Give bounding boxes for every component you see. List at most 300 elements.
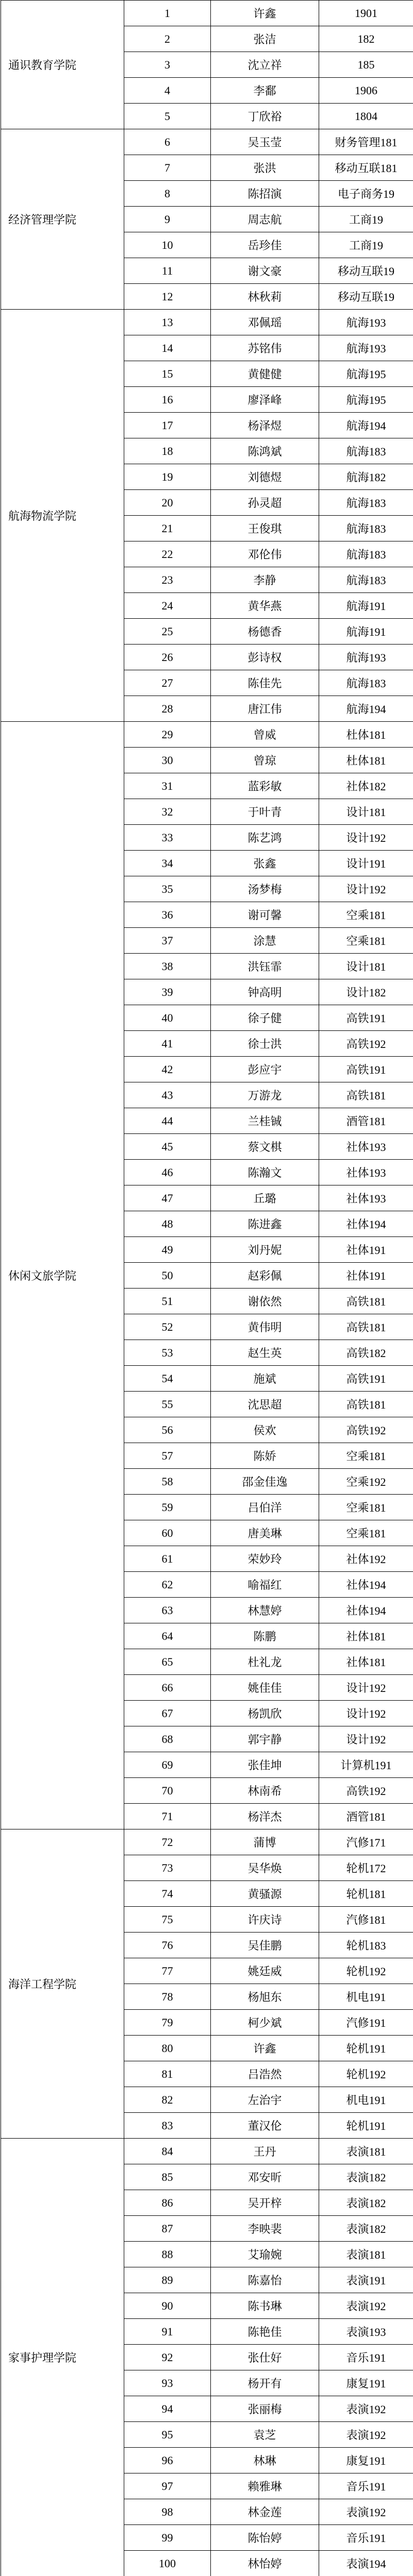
- row-number-cell: 91: [124, 2319, 211, 2345]
- class-name-cell: 社体181: [319, 1649, 413, 1675]
- student-name-cell: 陈艳佳: [211, 2319, 319, 2345]
- class-name-cell: 轮机192: [319, 1958, 413, 1984]
- class-name-cell: 机电191: [319, 2087, 413, 2113]
- row-number-cell: 13: [124, 310, 211, 335]
- class-name-cell: 航海193: [319, 310, 413, 335]
- class-name-cell: 移动互联19: [319, 284, 413, 310]
- class-name-cell: 高铁181: [319, 1289, 413, 1314]
- class-name-cell: 财务管理181: [319, 129, 413, 155]
- row-number-cell: 66: [124, 1675, 211, 1701]
- row-number-cell: 61: [124, 1546, 211, 1572]
- class-name-cell: 高铁192: [319, 1417, 413, 1443]
- student-name-cell: 张仕好: [211, 2345, 319, 2370]
- row-number-cell: 75: [124, 1907, 211, 1933]
- class-name-cell: 设计192: [319, 825, 413, 851]
- student-name-cell: 廖泽峰: [211, 387, 319, 413]
- student-name-cell: 张佳坤: [211, 1752, 319, 1778]
- class-name-cell: 航海183: [319, 438, 413, 464]
- student-name-cell: 李静: [211, 567, 319, 593]
- row-number-cell: 20: [124, 490, 211, 516]
- class-name-cell: 表演192: [319, 2499, 413, 2525]
- student-name-cell: 汤梦梅: [211, 876, 319, 902]
- student-name-cell: 杨泽煜: [211, 413, 319, 438]
- student-name-cell: 于叶青: [211, 799, 319, 825]
- student-name-cell: 姚佳佳: [211, 1675, 319, 1701]
- student-name-cell: 林金莲: [211, 2499, 319, 2525]
- row-number-cell: 94: [124, 2396, 211, 2422]
- row-number-cell: 81: [124, 2061, 211, 2087]
- student-name-cell: 张洪: [211, 155, 319, 181]
- student-name-cell: 赵彩佩: [211, 1263, 319, 1289]
- row-number-cell: 31: [124, 773, 211, 799]
- row-number-cell: 86: [124, 2190, 211, 2216]
- class-name-cell: 高铁192: [319, 1778, 413, 1804]
- class-name-cell: 高铁181: [319, 1082, 413, 1108]
- row-number-cell: 45: [124, 1134, 211, 1160]
- class-name-cell: 航海191: [319, 619, 413, 645]
- class-name-cell: 社体182: [319, 773, 413, 799]
- row-number-cell: 35: [124, 876, 211, 902]
- class-name-cell: 社体193: [319, 1160, 413, 1185]
- row-number-cell: 46: [124, 1160, 211, 1185]
- class-name-cell: 表演182: [319, 2190, 413, 2216]
- student-name-cell: 侯欢: [211, 1417, 319, 1443]
- table-row: [1, 1, 413, 26]
- class-name-cell: 高铁181: [319, 1392, 413, 1417]
- row-number-cell: 8: [124, 181, 211, 207]
- student-name-cell: 唐江伟: [211, 696, 319, 722]
- student-name-cell: 沈思超: [211, 1392, 319, 1417]
- class-name-cell: 工商19: [319, 232, 413, 258]
- student-name-cell: 陈鸿斌: [211, 438, 319, 464]
- student-name-cell: 左治宇: [211, 2087, 319, 2113]
- row-number-cell: 34: [124, 851, 211, 876]
- student-name-cell: 黄伟明: [211, 1314, 319, 1340]
- class-name-cell: 空乘181: [319, 902, 413, 928]
- class-name-cell: 汽修181: [319, 1907, 413, 1933]
- student-name-cell: 陈瀚文: [211, 1160, 319, 1185]
- class-name-cell: 移动互联19: [319, 258, 413, 284]
- row-number-cell: 95: [124, 2422, 211, 2448]
- row-number-cell: 40: [124, 1005, 211, 1031]
- student-name-cell: 林慧婷: [211, 1598, 319, 1623]
- student-name-cell: 陈嘉怡: [211, 2267, 319, 2293]
- student-name-cell: 李映裴: [211, 2216, 319, 2242]
- class-name-cell: 表演182: [319, 2216, 413, 2242]
- student-name-cell: 蒲博: [211, 1829, 319, 1855]
- row-number-cell: 11: [124, 258, 211, 284]
- student-name-cell: 万游龙: [211, 1082, 319, 1108]
- row-number-cell: 83: [124, 2113, 211, 2139]
- class-name-cell: 表演182: [319, 2164, 413, 2190]
- class-name-cell: 康复191: [319, 2448, 413, 2473]
- class-name-cell: 航海183: [319, 670, 413, 696]
- row-number-cell: 74: [124, 1881, 211, 1907]
- row-number-cell: 3: [124, 52, 211, 78]
- student-name-cell: 丘璐: [211, 1185, 319, 1211]
- school-name-cell: 海洋工程学院: [1, 1829, 124, 2139]
- student-name-cell: 吕浩然: [211, 2061, 319, 2087]
- class-name-cell: 社体194: [319, 1211, 413, 1237]
- class-name-cell: 1901: [319, 1, 413, 26]
- row-number-cell: 82: [124, 2087, 211, 2113]
- row-number-cell: 48: [124, 1211, 211, 1237]
- student-name-cell: 杨凯欣: [211, 1701, 319, 1726]
- class-name-cell: 航海191: [319, 593, 413, 619]
- student-name-cell: 吕伯洋: [211, 1495, 319, 1520]
- class-name-cell: 航海182: [319, 464, 413, 490]
- row-number-cell: 25: [124, 619, 211, 645]
- row-number-cell: 52: [124, 1314, 211, 1340]
- row-number-cell: 44: [124, 1108, 211, 1134]
- row-number-cell: 23: [124, 567, 211, 593]
- class-name-cell: 航海183: [319, 490, 413, 516]
- student-name-cell: 林秋莉: [211, 284, 319, 310]
- student-name-cell: 林怡婷: [211, 2551, 319, 2576]
- row-number-cell: 71: [124, 1804, 211, 1829]
- row-number-cell: 53: [124, 1340, 211, 1366]
- student-name-cell: 杨开有: [211, 2370, 319, 2396]
- student-name-cell: 柯少斌: [211, 2010, 319, 2036]
- student-name-cell: 杨德香: [211, 619, 319, 645]
- class-name-cell: 设计192: [319, 1701, 413, 1726]
- student-name-cell: 施斌: [211, 1366, 319, 1392]
- student-name-cell: 洪钰霏: [211, 954, 319, 979]
- row-number-cell: 22: [124, 541, 211, 567]
- student-name-cell: 赖雅琳: [211, 2473, 319, 2499]
- row-number-cell: 41: [124, 1031, 211, 1057]
- student-name-cell: 周志航: [211, 207, 319, 232]
- class-name-cell: 表演193: [319, 2319, 413, 2345]
- student-name-cell: 黄健健: [211, 361, 319, 387]
- row-number-cell: 63: [124, 1598, 211, 1623]
- class-name-cell: 设计192: [319, 1675, 413, 1701]
- student-name-cell: 苏铭伟: [211, 335, 319, 361]
- class-name-cell: 酒管181: [319, 1108, 413, 1134]
- student-name-cell: 钟高明: [211, 979, 319, 1005]
- row-number-cell: 29: [124, 722, 211, 748]
- row-number-cell: 89: [124, 2267, 211, 2293]
- class-name-cell: 航海194: [319, 696, 413, 722]
- row-number-cell: 19: [124, 464, 211, 490]
- student-name-cell: 邓佩瑶: [211, 310, 319, 335]
- row-number-cell: 56: [124, 1417, 211, 1443]
- class-name-cell: 设计182: [319, 979, 413, 1005]
- student-name-cell: 张鑫: [211, 851, 319, 876]
- row-number-cell: 78: [124, 1984, 211, 2010]
- row-number-cell: 69: [124, 1752, 211, 1778]
- row-number-cell: 79: [124, 2010, 211, 2036]
- school-name-cell: 休闲文旅学院: [1, 722, 124, 1829]
- row-number-cell: 28: [124, 696, 211, 722]
- class-name-cell: 空乘192: [319, 1469, 413, 1495]
- row-number-cell: 17: [124, 413, 211, 438]
- student-name-cell: 彭应宇: [211, 1057, 319, 1082]
- row-number-cell: 62: [124, 1572, 211, 1598]
- student-name-cell: 林南希: [211, 1778, 319, 1804]
- row-number-cell: 76: [124, 1933, 211, 1958]
- class-name-cell: 轮机191: [319, 2113, 413, 2139]
- row-number-cell: 39: [124, 979, 211, 1005]
- class-name-cell: 空乘181: [319, 1443, 413, 1469]
- student-name-cell: 林琳: [211, 2448, 319, 2473]
- student-name-cell: 张洁: [211, 26, 319, 52]
- class-name-cell: 酒管181: [319, 1804, 413, 1829]
- row-number-cell: 47: [124, 1185, 211, 1211]
- student-name-cell: 曾威: [211, 722, 319, 748]
- class-name-cell: 机电191: [319, 1984, 413, 2010]
- row-number-cell: 100: [124, 2551, 211, 2576]
- class-name-cell: 杜体181: [319, 748, 413, 773]
- row-number-cell: 12: [124, 284, 211, 310]
- class-name-cell: 航海183: [319, 567, 413, 593]
- class-name-cell: 轮机172: [319, 1855, 413, 1881]
- student-name-cell: 刘德煜: [211, 464, 319, 490]
- class-name-cell: 航海193: [319, 645, 413, 670]
- student-name-cell: 谢可馨: [211, 902, 319, 928]
- row-number-cell: 77: [124, 1958, 211, 1984]
- row-number-cell: 1: [124, 1, 211, 26]
- student-name-cell: 陈佳先: [211, 670, 319, 696]
- student-name-cell: 荣妙玲: [211, 1546, 319, 1572]
- class-name-cell: 设计192: [319, 876, 413, 902]
- student-name-cell: 许鑫: [211, 1, 319, 26]
- class-name-cell: 音乐191: [319, 2345, 413, 2370]
- class-name-cell: 社体194: [319, 1572, 413, 1598]
- class-name-cell: 杜体181: [319, 722, 413, 748]
- class-name-cell: 音乐191: [319, 2525, 413, 2551]
- class-name-cell: 设计181: [319, 799, 413, 825]
- student-name-cell: 邵金佳逸: [211, 1469, 319, 1495]
- row-number-cell: 72: [124, 1829, 211, 1855]
- row-number-cell: 92: [124, 2345, 211, 2370]
- student-name-cell: 彭诗权: [211, 645, 319, 670]
- student-name-cell: 蓝彩敏: [211, 773, 319, 799]
- school-name-cell: 经济管理学院: [1, 129, 124, 310]
- student-name-cell: 唐美琳: [211, 1520, 319, 1546]
- class-name-cell: 工商19: [319, 207, 413, 232]
- class-name-cell: 表演191: [319, 2267, 413, 2293]
- class-name-cell: 1804: [319, 104, 413, 129]
- student-name-cell: 谢依然: [211, 1289, 319, 1314]
- student-name-cell: 郭宇静: [211, 1726, 319, 1752]
- student-name-cell: 曾琼: [211, 748, 319, 773]
- row-number-cell: 14: [124, 335, 211, 361]
- class-name-cell: 电子商务19: [319, 181, 413, 207]
- student-name-cell: 陈招演: [211, 181, 319, 207]
- row-number-cell: 38: [124, 954, 211, 979]
- row-number-cell: 96: [124, 2448, 211, 2473]
- student-name-cell: 徐子健: [211, 1005, 319, 1031]
- row-number-cell: 80: [124, 2036, 211, 2061]
- class-name-cell: 高铁191: [319, 1057, 413, 1082]
- class-name-cell: 航海194: [319, 413, 413, 438]
- student-name-cell: 杜礼龙: [211, 1649, 319, 1675]
- table-row: [1, 129, 413, 155]
- row-number-cell: 7: [124, 155, 211, 181]
- class-name-cell: 航海195: [319, 361, 413, 387]
- student-name-cell: 吴玉莹: [211, 129, 319, 155]
- class-name-cell: 汽修191: [319, 2010, 413, 2036]
- roster-body: [1, 1, 413, 2576]
- class-name-cell: 社体191: [319, 1263, 413, 1289]
- class-name-cell: 航海193: [319, 335, 413, 361]
- student-name-cell: 刘丹妮: [211, 1237, 319, 1263]
- row-number-cell: 42: [124, 1057, 211, 1082]
- class-name-cell: 表演192: [319, 2396, 413, 2422]
- row-number-cell: 49: [124, 1237, 211, 1263]
- class-name-cell: 计算机191: [319, 1752, 413, 1778]
- student-name-cell: 邓伦伟: [211, 541, 319, 567]
- row-number-cell: 5: [124, 104, 211, 129]
- row-number-cell: 16: [124, 387, 211, 413]
- school-name-cell: 家事护理学院: [1, 2139, 124, 2576]
- class-name-cell: 高铁191: [319, 1005, 413, 1031]
- row-number-cell: 4: [124, 78, 211, 104]
- student-name-cell: 陈鹏: [211, 1623, 319, 1649]
- table-row: [1, 1829, 413, 1855]
- row-number-cell: 65: [124, 1649, 211, 1675]
- student-name-cell: 陈娇: [211, 1443, 319, 1469]
- row-number-cell: 21: [124, 516, 211, 541]
- class-name-cell: 康复191: [319, 2370, 413, 2396]
- student-name-cell: 许庆诗: [211, 1907, 319, 1933]
- class-name-cell: 社体191: [319, 1237, 413, 1263]
- row-number-cell: 36: [124, 902, 211, 928]
- class-name-cell: 表演181: [319, 2242, 413, 2267]
- row-number-cell: 50: [124, 1263, 211, 1289]
- row-number-cell: 33: [124, 825, 211, 851]
- class-name-cell: 185: [319, 52, 413, 78]
- class-name-cell: 轮机181: [319, 1881, 413, 1907]
- student-name-cell: 黄骚源: [211, 1881, 319, 1907]
- class-name-cell: 汽修171: [319, 1829, 413, 1855]
- student-name-cell: 陈怡婷: [211, 2525, 319, 2551]
- class-name-cell: 空乘181: [319, 928, 413, 954]
- row-number-cell: 57: [124, 1443, 211, 1469]
- student-name-cell: 王俊琪: [211, 516, 319, 541]
- class-name-cell: 空乘181: [319, 1520, 413, 1546]
- student-name-cell: 李鄱: [211, 78, 319, 104]
- row-number-cell: 37: [124, 928, 211, 954]
- student-name-cell: 孙灵超: [211, 490, 319, 516]
- row-number-cell: 27: [124, 670, 211, 696]
- student-name-cell: 董汉伦: [211, 2113, 319, 2139]
- row-number-cell: 55: [124, 1392, 211, 1417]
- row-number-cell: 58: [124, 1469, 211, 1495]
- class-name-cell: 空乘181: [319, 1495, 413, 1520]
- student-name-cell: 袁芝: [211, 2422, 319, 2448]
- class-name-cell: 高铁192: [319, 1031, 413, 1057]
- row-number-cell: 10: [124, 232, 211, 258]
- row-number-cell: 99: [124, 2525, 211, 2551]
- row-number-cell: 51: [124, 1289, 211, 1314]
- row-number-cell: 67: [124, 1701, 211, 1726]
- student-name-cell: 杨旭东: [211, 1984, 319, 2010]
- student-roster-table: [1, 0, 413, 2576]
- student-name-cell: 陈书琳: [211, 2293, 319, 2319]
- student-name-cell: 赵生英: [211, 1340, 319, 1366]
- class-name-cell: 表演192: [319, 2422, 413, 2448]
- student-name-cell: 邓安昕: [211, 2164, 319, 2190]
- student-name-cell: 徐士洪: [211, 1031, 319, 1057]
- class-name-cell: 表演192: [319, 2293, 413, 2319]
- school-name-cell: 通识教育学院: [1, 1, 124, 129]
- class-name-cell: 航海183: [319, 516, 413, 541]
- student-name-cell: 吴佳鹏: [211, 1933, 319, 1958]
- class-name-cell: 社体193: [319, 1185, 413, 1211]
- row-number-cell: 90: [124, 2293, 211, 2319]
- row-number-cell: 97: [124, 2473, 211, 2499]
- table-row: [1, 722, 413, 748]
- row-number-cell: 54: [124, 1366, 211, 1392]
- row-number-cell: 43: [124, 1082, 211, 1108]
- class-name-cell: 航海195: [319, 387, 413, 413]
- student-name-cell: 岳珍佳: [211, 232, 319, 258]
- student-name-cell: 陈进鑫: [211, 1211, 319, 1237]
- table-row: [1, 310, 413, 335]
- row-number-cell: 88: [124, 2242, 211, 2267]
- class-name-cell: 轮机192: [319, 2061, 413, 2087]
- student-name-cell: 兰桂铖: [211, 1108, 319, 1134]
- class-name-cell: 轮机191: [319, 2036, 413, 2061]
- row-number-cell: 73: [124, 1855, 211, 1881]
- row-number-cell: 70: [124, 1778, 211, 1804]
- row-number-cell: 87: [124, 2216, 211, 2242]
- row-number-cell: 32: [124, 799, 211, 825]
- row-number-cell: 18: [124, 438, 211, 464]
- student-name-cell: 艾瑜婉: [211, 2242, 319, 2267]
- class-name-cell: 轮机183: [319, 1933, 413, 1958]
- class-name-cell: 高铁191: [319, 1366, 413, 1392]
- row-number-cell: 93: [124, 2370, 211, 2396]
- row-number-cell: 9: [124, 207, 211, 232]
- row-number-cell: 85: [124, 2164, 211, 2190]
- class-name-cell: 设计192: [319, 1726, 413, 1752]
- student-name-cell: 谢文豪: [211, 258, 319, 284]
- class-name-cell: 182: [319, 26, 413, 52]
- student-name-cell: 蔡文棋: [211, 1134, 319, 1160]
- student-name-cell: 沈立祥: [211, 52, 319, 78]
- student-name-cell: 姚廷威: [211, 1958, 319, 1984]
- student-name-cell: 涂慧: [211, 928, 319, 954]
- row-number-cell: 6: [124, 129, 211, 155]
- student-name-cell: 杨洋杰: [211, 1804, 319, 1829]
- class-name-cell: 设计191: [319, 851, 413, 876]
- class-name-cell: 航海183: [319, 541, 413, 567]
- row-number-cell: 15: [124, 361, 211, 387]
- class-name-cell: 高铁182: [319, 1340, 413, 1366]
- row-number-cell: 64: [124, 1623, 211, 1649]
- student-name-cell: 王丹: [211, 2139, 319, 2164]
- student-name-cell: 喻福红: [211, 1572, 319, 1598]
- student-name-cell: 陈艺鸿: [211, 825, 319, 851]
- class-name-cell: 表演181: [319, 2139, 413, 2164]
- row-number-cell: 24: [124, 593, 211, 619]
- class-name-cell: 表演194: [319, 2551, 413, 2576]
- row-number-cell: 98: [124, 2499, 211, 2525]
- student-name-cell: 许鑫: [211, 2036, 319, 2061]
- student-name-cell: 丁欣裕: [211, 104, 319, 129]
- row-number-cell: 2: [124, 26, 211, 52]
- row-number-cell: 59: [124, 1495, 211, 1520]
- class-name-cell: 设计181: [319, 954, 413, 979]
- table-row: [1, 2139, 413, 2164]
- row-number-cell: 84: [124, 2139, 211, 2164]
- class-name-cell: 社体192: [319, 1546, 413, 1572]
- class-name-cell: 音乐191: [319, 2473, 413, 2499]
- row-number-cell: 26: [124, 645, 211, 670]
